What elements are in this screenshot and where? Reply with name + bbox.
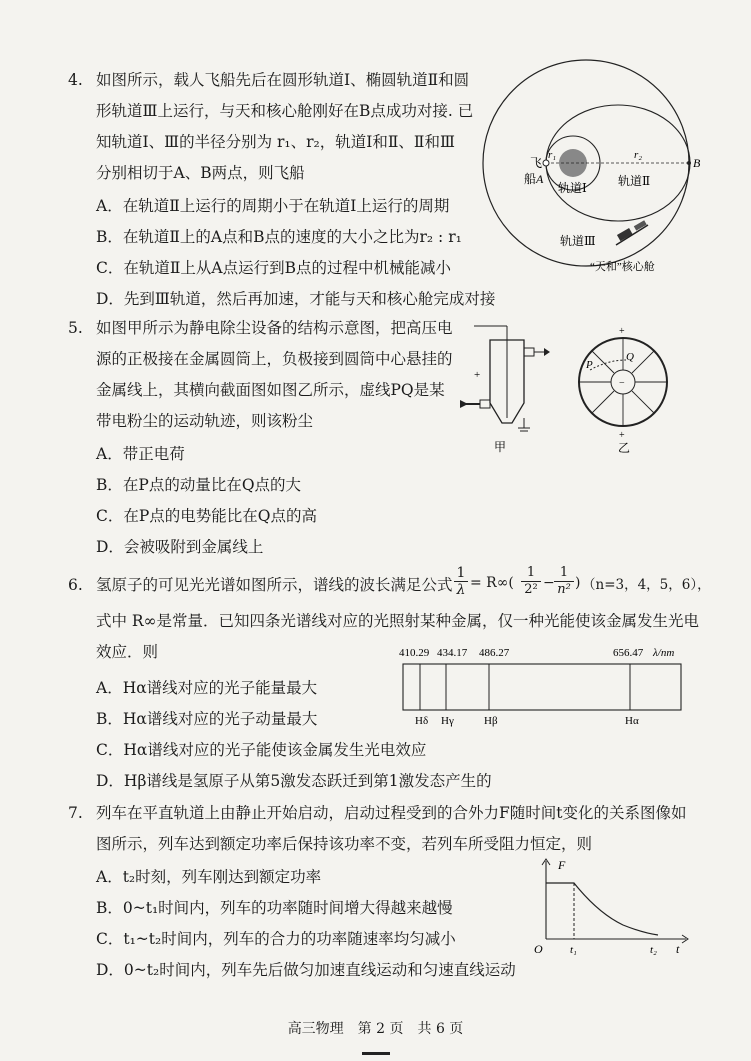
q6-number: 6. <box>68 576 83 594</box>
wavelength-unit: λ/nm <box>653 647 675 659</box>
point-b-label: B <box>693 156 701 170</box>
formula-frac-1 <box>521 565 541 598</box>
ship-label-1: 飞 <box>530 156 543 170</box>
q7-option-c: C．t₁~t₂时间内，列车的合力的功率随速率均匀减小 <box>96 930 456 948</box>
point-b-dot <box>687 161 691 165</box>
formula-frac-2 <box>554 565 574 598</box>
origin-label: O <box>534 942 543 955</box>
r2-label: r₂ <box>634 149 643 161</box>
q6-line-3: 效应．则 <box>96 643 159 661</box>
q5-line-1: 如图甲所示为静电除尘设备的结构示意图，把高压电 <box>96 319 453 337</box>
q7-option-d: D．0~t₂时间内，列车先后做匀加速直线运动和匀速直线运动 <box>96 961 516 979</box>
t1-label: t₁ <box>570 944 577 955</box>
q5-number: 5. <box>68 319 83 337</box>
q7-option-b: B．0~t₁时间内，列车的功率随时间增大得越来越慢 <box>96 899 453 917</box>
formula-lhs-den: λ <box>454 581 468 598</box>
q6-spectrum-figure <box>395 644 695 728</box>
q4-number: 4. <box>68 71 83 89</box>
x-axis-label: t <box>676 942 680 955</box>
formula-frac-1-den: 2² <box>521 581 541 598</box>
formula-frac-2-den: n² <box>554 581 574 598</box>
r1-label: r₁ <box>548 149 557 161</box>
yi-point-q: Q <box>626 351 634 363</box>
yi-plus-top: + <box>619 326 625 337</box>
y-axis-label: F <box>558 858 566 872</box>
q4-option-a: A．在轨道Ⅱ上运行的周期小于在轨道Ⅰ上运行的周期 <box>96 197 450 215</box>
q5-line-4: 带电粉尘的运动轨迹，则该粉尘 <box>96 412 314 430</box>
q4-option-b: B．在轨道Ⅱ上的A点和B点的速度的大小之比为r₂ : r₁ <box>96 228 462 246</box>
q5-option-d: D．会被吸附到金属线上 <box>96 538 264 556</box>
wavelength-434: 434.17 <box>437 647 468 659</box>
orbit-2-label: 轨道Ⅱ <box>618 174 651 188</box>
q6-option-a: A．Hα谱线对应的光子能量最大 <box>96 679 318 697</box>
q4-orbit-figure <box>478 55 708 285</box>
orbit-1-label: 轨道Ⅰ <box>558 181 587 195</box>
t2-label: t₂ <box>650 944 657 955</box>
formula-minus: − <box>543 575 555 591</box>
wavelength-410: 410.29 <box>399 647 430 659</box>
q6-line-2: 式中 R∞是常量．已知四条光谱线对应的光照射某种金属，仅一种光能使该金属发生光电 <box>96 612 700 630</box>
formula-mid: = R∞( <box>470 575 514 591</box>
force-curve <box>546 883 658 935</box>
spectrum-box <box>403 664 681 710</box>
formula-frac-2-num: 1 <box>559 565 569 580</box>
page-footer: 高三物理 第 2 页 共 6 页 <box>287 1021 464 1037</box>
q7-option-a: A．t₂时刻，列车刚达到额定功率 <box>96 868 322 886</box>
q7-number: 7. <box>68 804 83 822</box>
q7-line-1: 列车在平直轨道上由静止开始启动，启动过程受到的合外力F随时间t变化的关系图像如 <box>96 804 687 822</box>
formula-end: ) <box>575 575 581 591</box>
footer-mark <box>362 1052 390 1055</box>
q6-line-1a: 氢原子的可见光光谱如图所示，谱线的波长满足公式 <box>96 576 453 594</box>
label-h-beta: Hβ <box>484 715 498 727</box>
q5-option-b: B．在P点的动量比在Q点的大 <box>96 476 302 494</box>
formula-lhs <box>454 565 468 598</box>
label-h-gamma: Hγ <box>441 715 454 727</box>
formula-frac-1-num: 1 <box>526 565 536 580</box>
label-h-alpha: Hα <box>625 715 639 727</box>
yi-minus: − <box>619 378 625 389</box>
label-yi: 乙 <box>618 441 631 455</box>
q4-line-2: 形轨道Ⅲ上运行，与天和核心舱刚好在B点成功对接. 已 <box>96 102 474 120</box>
wavelength-656: 656.47 <box>613 647 644 659</box>
q5-line-3: 金属线上，其横向截面图如图乙所示，虚线PQ是某 <box>96 381 445 399</box>
yi-plus-bottom: + <box>619 430 625 441</box>
q5-line-2: 源的正极接在金属圆筒上，负极接到圆筒中心悬挂的 <box>96 350 453 368</box>
q6-line-1b: （n=3，4，5，6）， <box>582 577 711 593</box>
yi-point-p: P <box>586 359 593 371</box>
q7-line-2: 图所示，列车达到额定功率后保持该功率不变，若列车所受阻力恒定，则 <box>96 835 593 853</box>
q4-line-1: 如图所示，载人飞船先后在圆形轨道Ⅰ、椭圆轨道Ⅱ和圆 <box>96 71 470 89</box>
q4-line-3: 知轨道Ⅰ、Ⅲ的半径分别为 r₁、r₂，轨道Ⅰ和Ⅱ、Ⅱ和Ⅲ <box>96 133 455 151</box>
ship-label-2: 船 <box>524 172 537 186</box>
jia-plus: + <box>474 369 481 381</box>
q5-option-a: A．带正电荷 <box>96 445 185 463</box>
q5-option-c: C．在P点的电势能比在Q点的高 <box>96 507 317 525</box>
q4-option-d: D．先到Ⅲ轨道，然后再加速，才能与天和核心舱完成对接 <box>96 290 496 308</box>
q5-figure-yi <box>568 322 678 457</box>
q4-line-4: 分别相切于A、B两点，则飞船 <box>96 164 305 182</box>
space-station-icon <box>616 220 648 245</box>
q7-force-graph <box>528 855 693 955</box>
label-h-delta: Hδ <box>415 715 429 727</box>
station-label: “天和”核心舱 <box>590 261 655 273</box>
point-a-label: A <box>536 172 544 186</box>
q5-figure-jia <box>452 318 552 458</box>
q6-option-c: C．Hα谱线对应的光子能使该金属发生光电效应 <box>96 741 427 759</box>
label-jia: 甲 <box>494 440 507 454</box>
formula-lhs-num: 1 <box>456 565 466 581</box>
wavelength-486: 486.27 <box>479 647 510 659</box>
orbit-3-label: 轨道Ⅲ <box>560 234 596 248</box>
q6-option-b: B．Hα谱线对应的光子动量最大 <box>96 710 318 728</box>
q6-option-d: D．Hβ谱线是氢原子从第5激发态跃迁到第1激发态产生的 <box>96 772 492 790</box>
q4-option-c: C．在轨道Ⅱ上从A点运行到B点的过程中机械能减小 <box>96 259 451 277</box>
